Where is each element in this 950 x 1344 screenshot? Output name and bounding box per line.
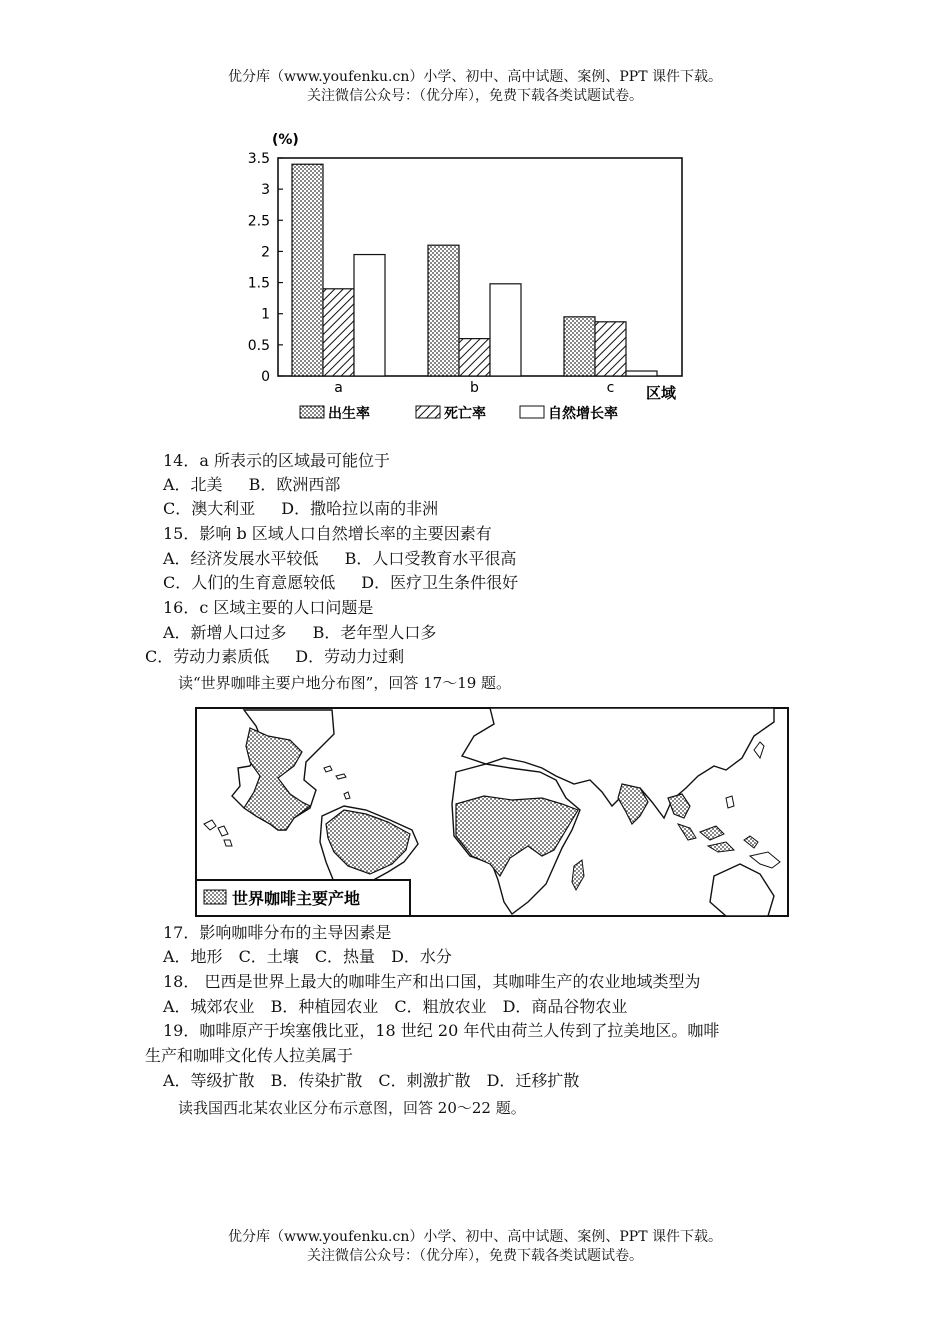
legend-swatch-death [416, 406, 440, 418]
map-legend-label: 世界咖啡主要产地 [232, 889, 361, 908]
q18-option-a: A．城郊农业 [163, 997, 255, 1016]
question-14-stem: 14．a 所表示的区域最可能位于 [163, 451, 390, 470]
y-tick-label: 0.5 [247, 337, 270, 354]
map-intro: 读“世界咖啡主要户地分布图”，回答 17～19 题。 [178, 674, 512, 692]
question-14-options-row2 [163, 498, 438, 520]
question-17-options [163, 946, 452, 968]
q16-option-b: B．老年型人口多 [312, 623, 437, 642]
q18-option-c: C．粗放农业 [394, 997, 487, 1016]
y-tick-label: 0 [261, 369, 270, 385]
q19-option-d: D．迁移扩散 [486, 1071, 580, 1090]
y-tick-label: 2.5 [247, 213, 270, 230]
x-category-label: b [470, 380, 479, 396]
population-rate-bar-chart [232, 128, 692, 424]
q14-option-b: B．欧洲西部 [248, 475, 341, 494]
q18-option-d: D．商品谷物农业 [502, 997, 628, 1016]
x-axis-label: 区域 [646, 384, 677, 402]
q15-option-d: D．医疗卫生条件很好 [361, 573, 519, 592]
q16-option-a: A．新增人口过多 [163, 623, 287, 642]
q14-option-a: A．北美 [163, 475, 223, 494]
legend-swatch-growth [520, 406, 544, 418]
bar-death-rate-b [459, 339, 490, 376]
question-19-stem-line1: 19．咖啡原产于埃塞俄比亚，18 世纪 20 年代由荷兰人传到了拉美地区。咖啡 [163, 1021, 720, 1040]
footer-line-2: 关注微信公众号：（优分库），免费下载各类试题试卷。 [307, 1248, 643, 1264]
x-category-label: a [334, 380, 343, 396]
q19-option-c: C．刺激扩散 [378, 1071, 471, 1090]
bar-death-rate-a [323, 289, 354, 376]
legend-label-growth: 自然增长率 [548, 406, 618, 422]
y-tick-label: 1.5 [247, 275, 270, 292]
question-18-stem: 18． 巴西是世界上最大的咖啡生产和出口国，其咖啡生产的农业地域类型为 [163, 972, 701, 991]
bar-natural-growth-a [354, 255, 385, 376]
world-coffee-map [194, 706, 792, 920]
y-tick-label: 3.5 [247, 151, 270, 167]
y-axis-label: (%) [272, 132, 299, 148]
legend-label-birth: 出生率 [328, 406, 370, 422]
bar-birth-rate-a [292, 164, 323, 376]
q19-option-a: A．等级扩散 [163, 1071, 255, 1090]
bar-death-rate-c [595, 322, 626, 376]
q17-option-b: C．土壤 [238, 947, 299, 966]
question-15-stem: 15．影响 b 区域人口自然增长率的主要因素有 [163, 524, 492, 543]
y-tick-label: 2 [261, 244, 270, 261]
q14-option-c: C．澳大利亚 [163, 499, 256, 518]
footer-line-1: 优分库（www.youfenku.cn）小学、初中、高中试题、案例、PPT 课件下载。 [227, 1229, 722, 1245]
bar-natural-growth-c [626, 371, 657, 376]
question-16-options-row2 [145, 646, 404, 668]
q18-option-b: B．种植园农业 [270, 997, 379, 1016]
chart-legend [300, 405, 618, 422]
question-17-stem: 17．影响咖啡分布的主导因素是 [163, 923, 392, 942]
q16-option-d: D．劳动力过剩 [295, 647, 405, 666]
q15-option-a: A．经济发展水平较低 [163, 549, 319, 568]
q19-option-b: B．传染扩散 [270, 1071, 363, 1090]
question-15-options-row2 [163, 572, 518, 594]
question-15-options-row1 [163, 548, 516, 570]
question-19-options [163, 1070, 579, 1092]
question-19-stem-line2: 生产和咖啡文化传人拉美属于 [145, 1046, 354, 1065]
question-14-options-row1 [163, 474, 340, 496]
x-category-label: c [606, 380, 615, 396]
q16-option-c: C．劳动力素质低 [145, 647, 270, 666]
question-18-options [163, 996, 627, 1018]
q14-option-d: D．撒哈拉以南的非洲 [281, 499, 439, 518]
bar-natural-growth-b [490, 284, 521, 376]
next-section-intro: 读我国西北某农业区分布示意图，回答 20～22 题。 [178, 1099, 526, 1117]
q15-option-c: C．人们的生育意愿较低 [163, 573, 336, 592]
y-tick-label: 3 [261, 182, 270, 199]
bar-birth-rate-c [564, 317, 595, 376]
map-legend-swatch [204, 890, 226, 904]
legend-swatch-birth [300, 406, 324, 418]
q17-option-a: A．地形 [163, 947, 223, 966]
q17-option-d: D．水分 [391, 947, 452, 966]
question-16-stem: 16．c 区域主要的人口问题是 [163, 598, 374, 617]
bar-birth-rate-b [428, 245, 459, 376]
header-line-2: 关注微信公众号：（优分库），免费下载各类试题试卷。 [307, 88, 643, 104]
legend-label-death: 死亡率 [444, 406, 486, 422]
q15-option-b: B．人口受教育水平很高 [344, 549, 517, 568]
y-tick-label: 1 [261, 306, 270, 323]
header-line-1: 优分库（www.youfenku.cn）小学、初中、高中试题、案例、PPT 课件下载。 [227, 69, 722, 85]
question-16-options-row1 [163, 622, 436, 644]
q17-option-c: C．热量 [314, 947, 376, 966]
